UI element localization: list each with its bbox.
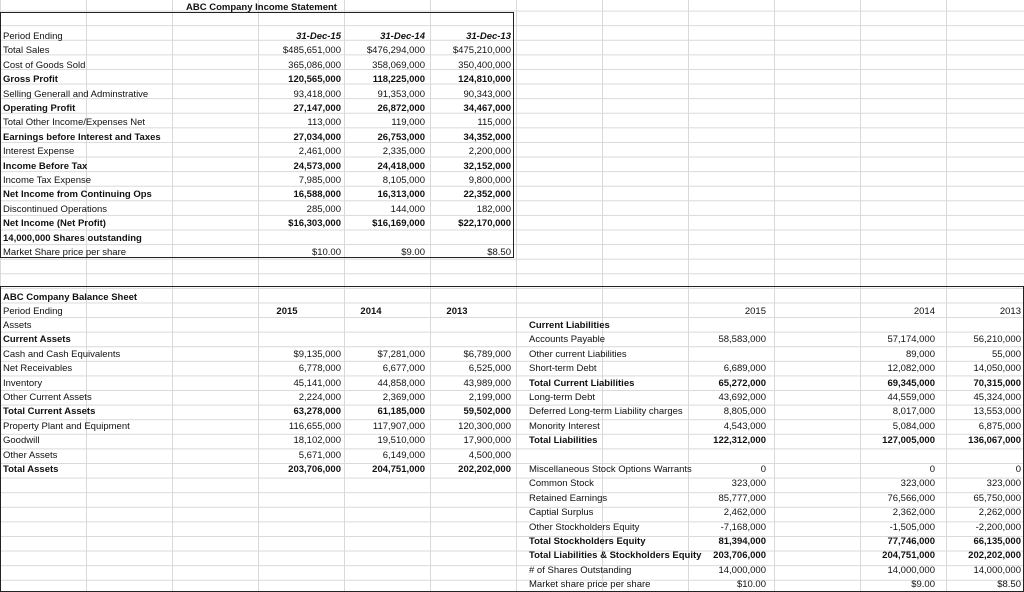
income-cell[interactable]: 24,418,000 <box>377 160 425 172</box>
liability-year-header[interactable]: 2014 <box>913 306 935 317</box>
liability-cell[interactable]: 323,000 <box>900 478 935 490</box>
liability-cell[interactable]: 76,566,000 <box>887 492 935 504</box>
income-row-label[interactable]: Selling Generall and Adminstrative <box>3 88 149 100</box>
liability-cell[interactable]: 14,050,000 <box>973 363 1021 375</box>
asset-cell[interactable] <box>341 334 425 346</box>
income-cell[interactable]: 90,343,000 <box>463 88 511 100</box>
liability-cell[interactable]: 43,692,000 <box>718 392 766 403</box>
income-cell[interactable]: 358,069,000 <box>372 59 425 71</box>
income-cell[interactable]: 2,200,000 <box>468 146 511 158</box>
liability-cell[interactable]: $9.00 <box>911 579 935 591</box>
asset-row-label[interactable]: Other Assets <box>3 449 58 461</box>
income-cell[interactable]: 182,000 <box>476 203 511 215</box>
asset-cell[interactable] <box>427 320 511 332</box>
asset-cell[interactable]: 63,278,000 <box>293 406 341 418</box>
liability-cell[interactable]: -1,505,000 <box>889 521 935 533</box>
income-cell[interactable] <box>341 233 425 245</box>
liability-cell[interactable]: 12,082,000 <box>887 363 935 375</box>
liability-row-label[interactable]: Monority Interest <box>529 420 600 432</box>
liability-cell[interactable]: 58,583,000 <box>718 334 766 346</box>
income-row-label[interactable]: Net Income (Net Profit) <box>3 218 106 230</box>
asset-cell[interactable]: 5,671,000 <box>298 449 341 461</box>
liability-cell[interactable]: 69,345,000 <box>887 377 935 389</box>
income-row-label[interactable]: Total Other Income/Expenses Net <box>3 117 146 129</box>
balance-year-header[interactable]: 2014 <box>360 306 382 317</box>
liability-cell[interactable]: 44,559,000 <box>887 392 935 403</box>
income-cell[interactable]: $476,294,000 <box>366 45 425 57</box>
asset-row-label[interactable]: Current Assets <box>3 334 71 346</box>
liability-cell[interactable]: 57,174,000 <box>887 334 935 346</box>
liability-row-label[interactable]: Total Stockholders Equity <box>529 536 646 547</box>
asset-cell[interactable]: 120,300,000 <box>458 420 511 432</box>
asset-cell[interactable]: 19,510,000 <box>377 435 425 447</box>
liability-row-label[interactable]: Market share price per share <box>529 579 651 591</box>
income-cell[interactable]: 93,418,000 <box>293 88 341 100</box>
income-period-header[interactable]: 31-Dec-15 <box>296 31 341 42</box>
asset-cell[interactable]: $7,281,000 <box>377 348 425 360</box>
asset-row-label[interactable]: Total Current Assets <box>3 406 96 418</box>
liability-row-label[interactable]: Short-term Debt <box>529 363 597 375</box>
liability-row-label[interactable]: Total Liabilities <box>529 435 598 447</box>
income-cell[interactable]: 91,353,000 <box>377 88 425 100</box>
income-cell[interactable]: 285,000 <box>306 203 341 215</box>
income-cell[interactable]: 16,588,000 <box>293 189 341 201</box>
liability-cell[interactable]: 2,262,000 <box>978 507 1021 519</box>
liability-cell[interactable] <box>851 320 935 332</box>
asset-row-label[interactable]: Net Receivables <box>3 363 73 375</box>
income-cell[interactable] <box>427 233 511 245</box>
income-row-label[interactable]: Market Share price per share <box>3 247 127 258</box>
income-statement-title: ABC Company Income Statement <box>186 2 337 13</box>
liability-cell[interactable]: 65,272,000 <box>718 377 766 389</box>
balance-year-header[interactable]: 2013 <box>446 306 468 317</box>
liability-cell[interactable]: 127,005,000 <box>882 435 935 447</box>
asset-cell[interactable]: 6,778,000 <box>298 363 341 375</box>
liability-cell[interactable]: 77,746,000 <box>887 536 935 547</box>
income-cell[interactable]: 120,565,000 <box>288 74 341 86</box>
asset-cell[interactable]: $9,135,000 <box>293 348 341 360</box>
asset-row-label[interactable]: Property Plant and Equipment <box>3 420 130 432</box>
asset-cell[interactable]: 43,989,000 <box>463 377 511 389</box>
asset-cell[interactable]: 2,224,000 <box>298 392 341 403</box>
asset-cell[interactable]: 6,525,000 <box>468 363 511 375</box>
income-cell[interactable]: $16,303,000 <box>288 218 341 230</box>
balance-year-header[interactable]: 2015 <box>276 306 298 317</box>
income-cell[interactable]: 144,000 <box>390 203 425 215</box>
income-cell[interactable]: 32,152,000 <box>463 160 511 172</box>
income-cell[interactable]: 16,313,000 <box>377 189 425 201</box>
liability-cell[interactable]: 323,000 <box>731 478 766 490</box>
income-row-label[interactable]: 14,000,000 Shares outstanding <box>3 232 142 244</box>
income-row-label[interactable]: Income Tax Expense <box>3 175 92 186</box>
liability-cell[interactable]: 14,000,000 <box>973 564 1021 576</box>
liability-cell[interactable] <box>682 349 766 361</box>
liability-row-label[interactable]: Long-term Debt <box>529 392 596 403</box>
asset-cell[interactable]: 204,751,000 <box>372 464 425 475</box>
income-cell[interactable]: $475,210,000 <box>452 45 511 57</box>
liability-cell[interactable] <box>851 450 935 462</box>
income-cell[interactable]: 26,872,000 <box>377 103 425 114</box>
liability-cell[interactable]: 66,135,000 <box>973 536 1021 547</box>
income-row-label[interactable]: Net Income from Continuing Ops <box>3 189 152 201</box>
liability-cell[interactable]: 122,312,000 <box>713 435 766 447</box>
income-cell[interactable]: 118,225,000 <box>372 74 425 86</box>
liability-row-label[interactable]: Total Current Liabilities <box>529 377 635 389</box>
asset-cell[interactable] <box>427 334 511 346</box>
liability-cell[interactable]: 89,000 <box>905 348 935 360</box>
income-cell[interactable]: 124,810,000 <box>458 74 511 86</box>
liability-cell[interactable]: 81,394,000 <box>718 536 766 547</box>
liability-cell[interactable]: 2,362,000 <box>892 507 935 519</box>
income-cell[interactable]: 24,573,000 <box>293 160 341 172</box>
liability-cell[interactable]: 13,553,000 <box>973 406 1021 418</box>
income-row-label[interactable]: Operating Profit <box>3 103 76 114</box>
liability-cell[interactable]: 204,751,000 <box>882 550 935 562</box>
liability-cell[interactable] <box>937 450 1021 462</box>
income-cell[interactable]: $10.00 <box>311 247 341 258</box>
asset-cell[interactable] <box>257 320 341 332</box>
liability-row-label[interactable]: Total Liabilities & Stockholders Equity <box>529 550 702 562</box>
asset-cell[interactable]: 61,185,000 <box>377 406 425 418</box>
liability-cell[interactable]: 8,017,000 <box>892 406 935 418</box>
liability-cell[interactable]: 45,324,000 <box>973 392 1021 403</box>
income-cell[interactable]: 34,467,000 <box>463 103 511 114</box>
income-cell[interactable]: 27,034,000 <box>293 131 341 143</box>
asset-cell[interactable]: 44,858,000 <box>377 377 425 389</box>
income-cell[interactable]: 8,105,000 <box>382 175 425 186</box>
liability-cell[interactable]: 14,000,000 <box>887 564 935 576</box>
asset-cell[interactable]: 4,500,000 <box>468 449 511 461</box>
liability-cell[interactable] <box>682 320 766 332</box>
liability-row-label[interactable]: # of Shares Outstanding <box>529 564 632 576</box>
income-cell[interactable]: 2,461,000 <box>298 146 341 158</box>
liability-row-label[interactable]: Captial Surplus <box>529 507 594 519</box>
liability-cell[interactable]: 136,067,000 <box>968 435 1021 447</box>
income-row-label[interactable]: Total Sales <box>3 45 50 57</box>
liability-year-header[interactable]: 2013 <box>999 306 1021 317</box>
asset-cell[interactable] <box>257 334 341 346</box>
income-cell[interactable]: $9.00 <box>401 247 425 258</box>
asset-cell[interactable] <box>341 320 425 332</box>
income-cell[interactable]: 7,985,000 <box>298 175 341 186</box>
liability-cell[interactable]: 4,543,000 <box>723 420 766 432</box>
income-period-label[interactable]: Period Ending <box>3 31 63 42</box>
asset-cell[interactable]: 45,141,000 <box>293 377 341 389</box>
liability-cell[interactable]: 56,210,000 <box>973 334 1021 346</box>
asset-row-label[interactable]: Total Assets <box>3 464 59 475</box>
liability-cell[interactable]: -7,168,000 <box>720 521 766 533</box>
income-row-label[interactable]: Gross Profit <box>3 74 58 86</box>
liability-row-label[interactable]: Common Stock <box>529 478 594 490</box>
liability-cell[interactable]: 85,777,000 <box>718 492 766 504</box>
balance-sheet-title[interactable]: ABC Company Balance Sheet <box>3 292 138 303</box>
asset-row-label[interactable]: Assets <box>3 320 32 331</box>
liability-cell[interactable]: 8,805,000 <box>723 406 766 418</box>
liability-row-label[interactable]: Deferred Long-term Liability charges <box>529 406 683 418</box>
income-cell[interactable]: 26,753,000 <box>377 131 425 143</box>
liability-cell[interactable]: 2,462,000 <box>723 507 766 519</box>
liability-row-label[interactable]: Accounts Payable <box>529 334 606 346</box>
liability-cell[interactable]: -2,200,000 <box>975 521 1021 533</box>
income-row-label[interactable]: Cost of Goods Sold <box>3 59 86 71</box>
liability-cell[interactable]: 6,689,000 <box>723 363 766 375</box>
income-row-label[interactable]: Interest Expense <box>3 146 75 158</box>
income-row-label[interactable]: Income Before Tax <box>3 160 88 172</box>
asset-row-label[interactable]: Cash and Cash Equivalents <box>3 348 121 360</box>
income-cell[interactable]: 365,086,000 <box>288 59 341 71</box>
asset-cell[interactable]: 116,655,000 <box>288 420 341 432</box>
asset-cell[interactable]: 6,149,000 <box>382 449 425 461</box>
liability-cell[interactable]: 0 <box>1015 464 1021 475</box>
asset-row-label[interactable]: Goodwill <box>3 435 40 447</box>
income-cell[interactable]: 9,800,000 <box>468 175 511 186</box>
liability-row-label[interactable]: Retained Earnings <box>529 492 608 504</box>
income-cell[interactable]: $8.50 <box>487 247 511 258</box>
income-cell[interactable]: 113,000 <box>307 117 341 129</box>
income-cell[interactable]: 119,000 <box>391 117 425 129</box>
income-cell[interactable]: 115,000 <box>477 117 511 129</box>
liability-cell[interactable]: 65,750,000 <box>973 492 1021 504</box>
asset-row-label[interactable]: Inventory <box>3 377 43 389</box>
income-cell[interactable]: $22,170,000 <box>458 218 511 230</box>
liability-cell[interactable]: 55,000 <box>991 348 1021 360</box>
liability-cell[interactable]: 0 <box>760 464 766 475</box>
asset-cell[interactable]: 6,677,000 <box>382 363 425 375</box>
income-cell[interactable]: 350,400,000 <box>458 59 511 71</box>
liability-row-label[interactable]: Other Stockholders Equity <box>529 521 640 533</box>
income-cell[interactable]: 27,147,000 <box>293 103 341 114</box>
asset-cell[interactable]: 59,502,000 <box>463 406 511 418</box>
asset-cell[interactable]: 202,202,000 <box>458 464 511 475</box>
asset-cell[interactable]: 18,102,000 <box>293 435 341 447</box>
asset-cell[interactable]: $6,789,000 <box>463 348 511 360</box>
asset-cell[interactable]: 2,369,000 <box>382 392 425 403</box>
asset-row-label[interactable]: Other Current Assets <box>3 392 92 403</box>
liability-cell[interactable]: 14,000,000 <box>718 564 766 576</box>
liability-cell[interactable]: $8.50 <box>997 579 1021 591</box>
liability-row-label[interactable]: Current Liabilities <box>529 320 610 331</box>
income-cell[interactable]: $485,651,000 <box>282 45 341 57</box>
liability-cell[interactable]: 323,000 <box>986 478 1021 490</box>
income-row-label[interactable]: Earnings before Interest and Taxes <box>3 131 161 143</box>
liability-cell[interactable] <box>937 320 1021 332</box>
income-period-header[interactable]: 31-Dec-14 <box>380 31 425 42</box>
liability-cell[interactable]: 202,202,000 <box>968 550 1021 562</box>
income-cell[interactable]: 22,352,000 <box>463 189 511 201</box>
asset-cell[interactable]: 17,900,000 <box>463 435 511 447</box>
income-cell[interactable]: 2,335,000 <box>382 146 425 158</box>
liability-cell[interactable]: 6,875,000 <box>978 420 1021 432</box>
liability-cell[interactable]: $10.00 <box>736 579 766 591</box>
income-cell[interactable]: 34,352,000 <box>463 131 511 143</box>
liability-cell[interactable]: 203,706,000 <box>713 550 766 562</box>
balance-period-label[interactable]: Period Ending <box>3 306 63 317</box>
asset-cell[interactable]: 2,199,000 <box>468 392 511 403</box>
asset-cell[interactable]: 117,907,000 <box>372 420 425 432</box>
liability-row-label[interactable]: Miscellaneous Stock Options Warrants <box>529 464 692 475</box>
liability-row-label[interactable]: Other current Liabilities <box>529 348 627 360</box>
liability-cell[interactable]: 0 <box>929 464 935 475</box>
income-row-label[interactable]: Discontinued Operations <box>3 203 108 215</box>
liability-cell[interactable] <box>682 450 766 462</box>
income-cell[interactable] <box>257 233 341 245</box>
liability-cell[interactable]: 70,315,000 <box>973 377 1021 389</box>
income-cell[interactable]: $16,169,000 <box>372 218 425 230</box>
income-period-header[interactable]: 31-Dec-13 <box>466 31 511 42</box>
asset-cell[interactable]: 203,706,000 <box>288 464 341 475</box>
liability-year-header[interactable]: 2015 <box>744 306 766 317</box>
liability-cell[interactable]: 5,084,000 <box>892 420 935 432</box>
